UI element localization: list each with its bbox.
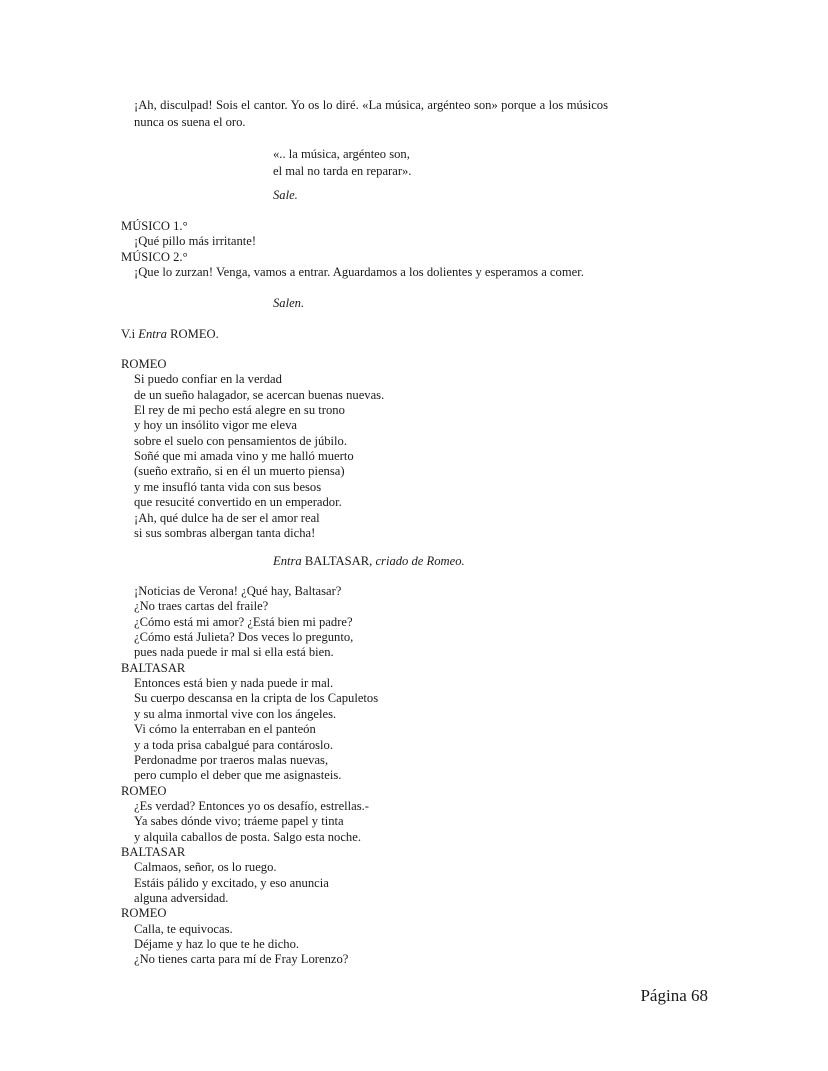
dialogue-line: ¡Que lo zurzan! Venga, vamos a entrar. Aguardamos a los dolientes y esperamos a comer. bbox=[134, 265, 584, 280]
dialogue-line: Perdonadme por traeros malas nuevas, bbox=[134, 752, 329, 767]
speaker-name: ROMEO bbox=[121, 783, 167, 798]
dialogue-line: pues nada puede ir mal si ella está bien. bbox=[134, 645, 334, 660]
dialogue-line: (sueño extraño, si en él un muerto piensa) bbox=[134, 464, 345, 479]
dialogue-line: Entonces está bien y nada puede ir mal. bbox=[134, 676, 334, 691]
dialogue-line: Estáis pálido y excitado, y eso anuncia bbox=[134, 875, 329, 890]
dialogue-line: de un sueño halagador, se acercan buenas nuevas. bbox=[134, 387, 385, 402]
song-line: el mal no tarda en reparar». bbox=[273, 164, 412, 178]
dialogue-line: ¡Noticias de Verona! ¿Qué hay, Baltasar? bbox=[134, 584, 342, 598]
prose-paragraph: ¡Ah, disculpad! Sois el cantor. Yo os lo diré. «La música, argénteo son» porque a los músicos nunca os suena el oro. bbox=[134, 98, 608, 129]
dialogue-line: Calla, te equivocas. bbox=[134, 921, 233, 936]
dialogue-line: y su alma inmortal vive con los ángeles. bbox=[134, 706, 337, 721]
dialogue-line: pero cumplo el deber que me asignasteis. bbox=[134, 768, 342, 783]
entrance-description: criado de Romeo. bbox=[375, 554, 465, 568]
dialogue-line: El rey de mi pecho está alegre en su trono bbox=[134, 403, 345, 418]
scene-character: ROMEO. bbox=[170, 327, 219, 341]
dialogue-line: Vi cómo la enterraban en el panteón bbox=[134, 722, 316, 737]
stage-direction-exit: Sale. bbox=[273, 188, 298, 202]
speaker-name: BALTASAR bbox=[121, 844, 186, 859]
stage-direction-entrance bbox=[273, 553, 465, 570]
dialogue-line: y a toda prisa cabalgué para contároslo. bbox=[134, 737, 333, 752]
entrance-character: BALTASAR, bbox=[304, 554, 373, 568]
speaker-name: MÚSICO 2.° bbox=[121, 249, 188, 264]
speaker-name: ROMEO bbox=[121, 906, 167, 921]
dialogue-line: alguna adversidad. bbox=[134, 891, 229, 905]
page-number: Página 68 bbox=[640, 986, 708, 1005]
dialogue-line: y me insufló tanta vida con sus besos bbox=[134, 479, 322, 494]
dialogue-line: Calmaos, señor, os lo ruego. bbox=[134, 860, 277, 875]
dialogue-line: Su cuerpo descansa en la cripta de los Capuletos bbox=[134, 691, 379, 706]
dialogue-line: ¿Es verdad? Entonces yo os desafío, estrellas.- bbox=[134, 798, 370, 813]
dialogue-line: Déjame y haz lo que te he dicho. bbox=[134, 937, 300, 952]
dialogue-line: Soñé que mi amada vino y me halló muerto bbox=[134, 449, 354, 464]
dialogue-line: sobre el suelo con pensamientos de júbilo. bbox=[134, 433, 347, 448]
dialogue-line: si sus sombras albergan tanta dicha! bbox=[134, 525, 316, 540]
dialogue-line: ¿No tienes carta para mí de Fray Lorenzo? bbox=[134, 952, 349, 967]
scene-heading bbox=[121, 326, 219, 343]
stage-direction-exit: Salen. bbox=[273, 296, 305, 310]
scene-entra: Entra bbox=[138, 327, 167, 341]
dialogue-line: ¿No traes cartas del fraile? bbox=[134, 599, 269, 614]
song-line: «.. la música, argénteo son, bbox=[273, 147, 410, 161]
dialogue-line: y hoy un insólito vigor me eleva bbox=[134, 418, 297, 433]
dialogue-line: que resucité convertido en un emperador. bbox=[134, 495, 342, 510]
dialogue-line: ¿Cómo está Julieta? Dos veces lo pregunto, bbox=[134, 630, 354, 645]
dialogue-line: Ya sabes dónde vivo; tráeme papel y tinta bbox=[134, 814, 344, 829]
song-verse bbox=[273, 146, 411, 180]
dialogue-line: ¡Qué pillo más irritante! bbox=[134, 234, 257, 249]
speaker-name: ROMEO bbox=[121, 357, 167, 371]
speaker-name: BALTASAR bbox=[121, 660, 186, 675]
dialogue-line: Si puedo confiar en la verdad bbox=[134, 372, 282, 387]
speaker-name: MÚSICO 1.° bbox=[121, 219, 188, 233]
entrance-entra: Entra bbox=[273, 554, 302, 568]
scene-number: V.i bbox=[121, 327, 136, 341]
dialogue-line: ¡Ah, qué dulce ha de ser el amor real bbox=[134, 510, 320, 525]
dialogue-line: y alquila caballos de posta. Salgo esta noche. bbox=[134, 829, 361, 844]
dialogue-line: ¿Cómo está mi amor? ¿Está bien mi padre? bbox=[134, 614, 353, 629]
